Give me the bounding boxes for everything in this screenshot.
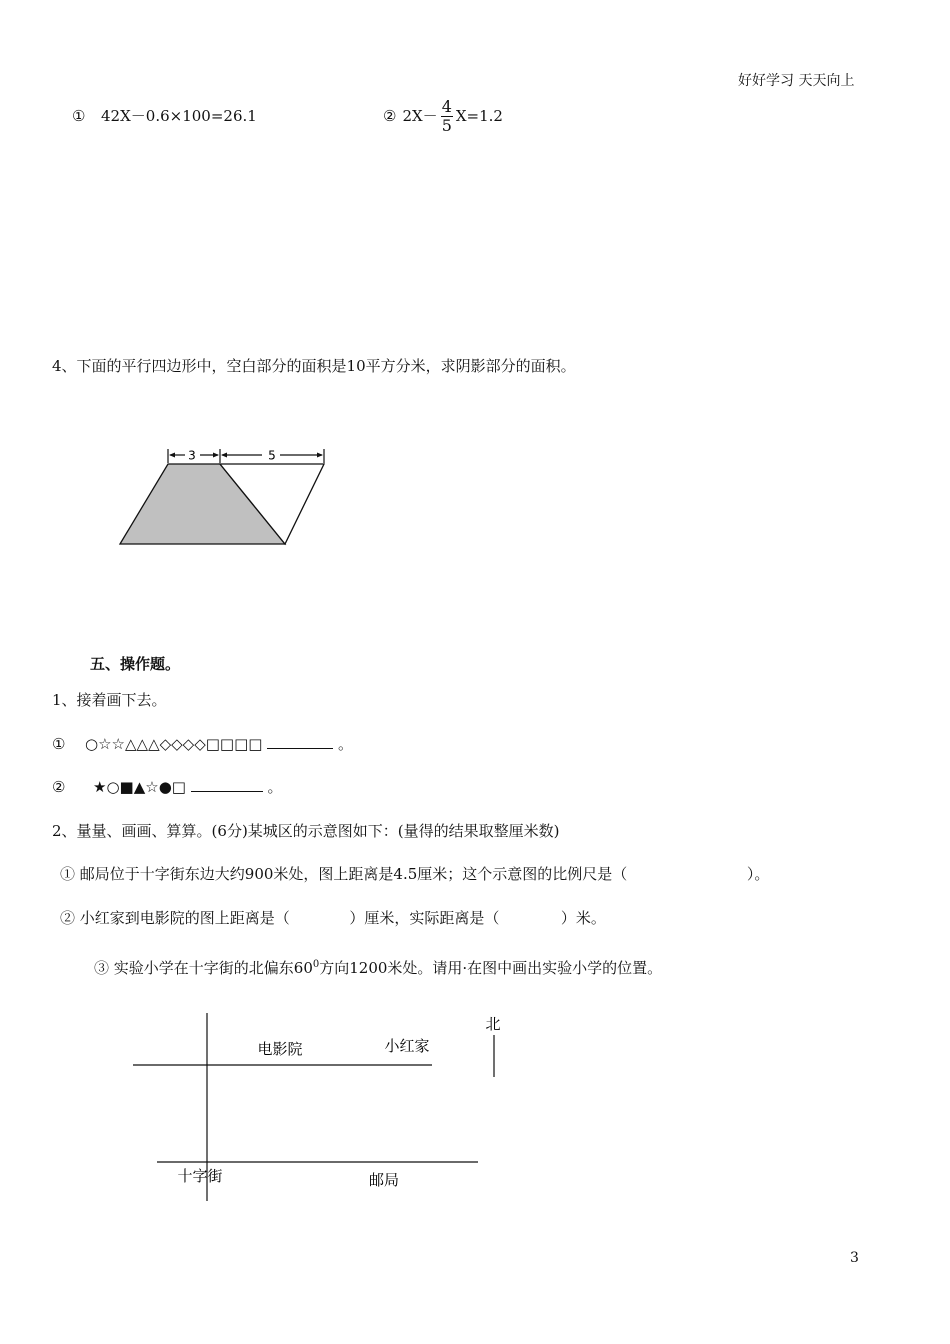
city-map [120,1005,520,1205]
sub-2-text-a: ② 小红家到电影院的图上距离是（ [60,909,290,927]
xiaohong-home-label: 小红家 [384,1037,430,1055]
equation-2 [383,96,503,136]
equation-2-fraction [441,98,453,135]
equation-1-number: ① [72,107,86,125]
sub-3-text-b: 方向1200米处。请用·在图中画出实验小学的位置。 [319,959,663,977]
sequence-2-end: 。 [267,778,283,796]
section-5-title: 五、操作题。 [90,655,181,673]
sequence-2-number: ② [52,778,66,796]
post-office-label: 邮局 [368,1171,400,1189]
question-5-2-sub-2 [60,908,606,928]
dimension-5: 5 [268,448,276,463]
sequence-2-shapes: ★○■▲☆●□ [93,778,186,796]
sequence-2 [52,777,283,797]
equation-2-suffix: X=1.2 [455,107,503,125]
equation-2-number: ② [383,107,397,125]
equation-1 [72,106,257,126]
header-motto: 好好学习 天天向上 [738,73,855,89]
sequence-2-blank[interactable] [191,777,263,792]
sub-2-text-b: ）厘米，实际距离是（ [349,909,500,927]
degree-superscript: 0 [312,959,320,970]
sub-1-text: ① 邮局位于十字街东边大约900米处，图上距离是4.5厘米；这个示意图的比例尺是（ [60,865,628,883]
fraction-numerator: 4 [441,96,452,116]
question-5-2-sub-1 [60,864,769,884]
sub-2-text-c: ）米。 [560,909,606,927]
fraction-denominator: 5 [441,115,452,135]
sequence-1-shapes: ○☆☆△△△◇◇◇◇□□□□ [85,735,263,753]
dimension-3: 3 [188,448,196,463]
cinema-label: 电影院 [257,1040,303,1058]
question-5-2-text: 2、量量、画画、算算。(6分)某城区的示意图如下：(量得的结果取整厘米数) [52,822,560,840]
question-5-2-sub-3 [94,955,662,978]
equation-1-text: 42X－0.6×100=26.1 [101,107,257,125]
sequence-1-end: 。 [338,735,354,753]
sequence-1-blank[interactable] [267,734,333,749]
sub-1-end: ）。 [746,865,770,883]
equation-2-prefix: 2X－ [402,107,438,125]
question-4-text: 4、下面的平行四边形中，空白部分的面积是10平方分米，求阴影部分的面积。 [52,357,576,375]
parallelogram-figure [110,440,340,555]
page-number: 3 [850,1250,859,1266]
sequence-1 [52,734,353,754]
north-label: 北 [485,1015,501,1033]
sub-3-text-a: ③ 实验小学在十字街的北偏东60 [94,959,313,977]
crossroad-label: 十字街 [177,1167,223,1185]
sequence-1-number: ① [52,735,66,753]
question-5-1-text: 1、接着画下去。 [52,691,167,709]
